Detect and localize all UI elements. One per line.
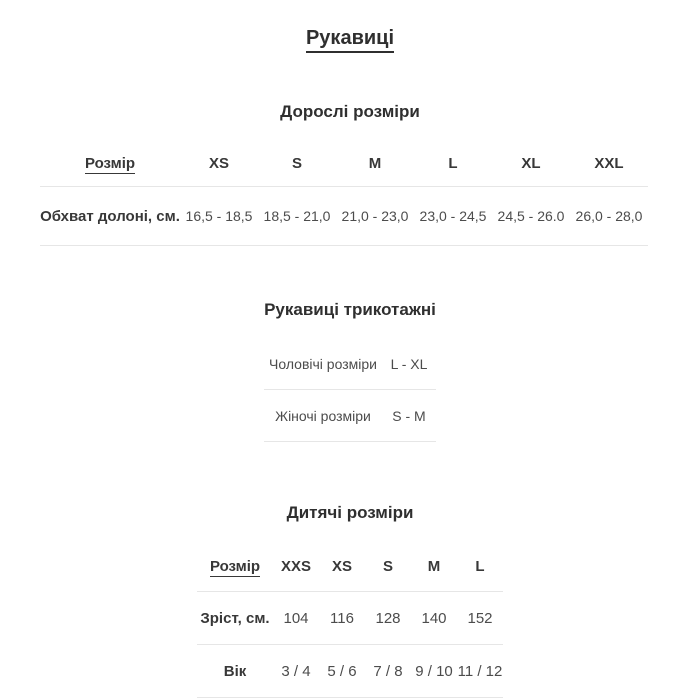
- adult-column-header-l: L: [414, 155, 492, 187]
- adult-column-header-s: S: [258, 155, 336, 187]
- adult-sizes-heading: Дорослі розміри: [280, 102, 420, 121]
- height-row: [197, 592, 503, 645]
- palm-girth-value-s: 18,5 - 21,0: [258, 187, 336, 246]
- kids-sizes-table: [197, 558, 503, 698]
- palm-girth-value-xl: 24,5 - 26.0: [492, 187, 570, 246]
- palm-girth-value-xxl: 26,0 - 28,0: [570, 187, 648, 246]
- knit-men-value: L - XL: [382, 338, 436, 390]
- page-title-text: Рукавиці: [306, 27, 394, 53]
- palm-girth-row-label: Обхват долоні, см.: [40, 187, 180, 246]
- age-row: [197, 645, 503, 698]
- age-value-l: 11 / 12: [457, 645, 503, 698]
- knit-men-label: Чоловічі розміри: [264, 338, 382, 390]
- kids-size-header-label: [197, 558, 273, 592]
- palm-girth-value-l: 23,0 - 24,5: [414, 187, 492, 246]
- age-value-s: 7 / 8: [365, 645, 411, 698]
- knit-gloves-table: [264, 338, 436, 442]
- adult-column-header-xxl: XXL: [570, 155, 648, 187]
- knit-women-label: Жіночі розміри: [264, 390, 382, 442]
- page-title: [0, 26, 700, 50]
- adult-column-header-m: M: [336, 155, 414, 187]
- knit-row-women: [264, 390, 436, 442]
- age-value-m: 9 / 10: [411, 645, 457, 698]
- kids-column-header-xs: XS: [319, 558, 365, 592]
- kids-column-header-xxs: XXS: [273, 558, 319, 592]
- knit-row-men: [264, 338, 436, 390]
- age-value-xs: 5 / 6: [319, 645, 365, 698]
- palm-girth-value-xs: 16,5 - 18,5: [180, 187, 258, 246]
- height-value-l: 152: [457, 592, 503, 645]
- knit-gloves-section: [0, 300, 700, 442]
- kids-sizes-section: [0, 503, 700, 698]
- knit-women-value: S - M: [382, 390, 436, 442]
- height-value-xs: 116: [319, 592, 365, 645]
- height-value-xxs: 104: [273, 592, 319, 645]
- adult-column-header-xs: XS: [180, 155, 258, 187]
- palm-girth-row: [40, 187, 648, 246]
- kids-table-header-row: [197, 558, 503, 592]
- kids-sizes-heading: Дитячі розміри: [286, 503, 414, 522]
- kids-column-header-s: S: [365, 558, 411, 592]
- adult-sizes-section: [0, 102, 700, 246]
- height-value-s: 128: [365, 592, 411, 645]
- height-row-label: Зріст, см.: [197, 592, 273, 645]
- age-row-label: Вік: [197, 645, 273, 698]
- height-value-m: 140: [411, 592, 457, 645]
- adult-size-header-label: [40, 155, 180, 187]
- adult-table-header-row: [40, 155, 648, 187]
- kids-column-header-l: L: [457, 558, 503, 592]
- kids-size-header-label-text: Розмір: [209, 558, 261, 575]
- palm-girth-value-m: 21,0 - 23,0: [336, 187, 414, 246]
- adult-sizes-table: [40, 155, 648, 246]
- age-value-xxs: 3 / 4: [273, 645, 319, 698]
- knit-gloves-heading: Рукавиці трикотажні: [264, 300, 436, 319]
- adult-size-header-label-text: Розмір: [84, 155, 136, 172]
- kids-column-header-m: M: [411, 558, 457, 592]
- adult-column-header-xl: XL: [492, 155, 570, 187]
